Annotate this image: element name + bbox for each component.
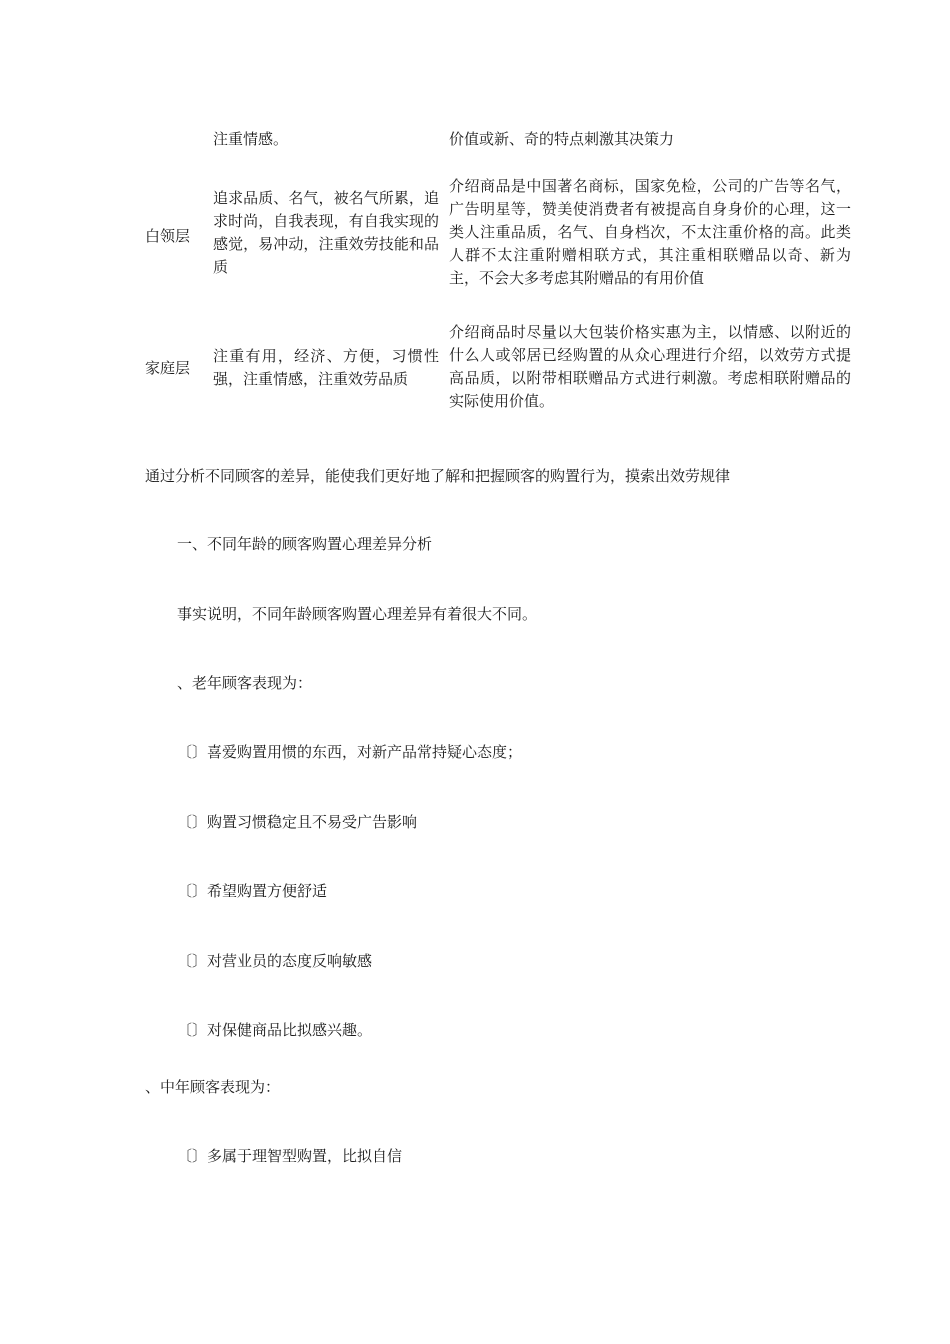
- table-row-1-trait: 追求品质、名气，被名气所累，追求时尚，自我表现，有自我实现的感觉，易冲动，注重效劳技能和品质: [213, 189, 439, 276]
- summary-paragraph: 通过分析不同顾客的差异，能使我们更好地了解和把握顾客的购置行为，摸索出效劳规律: [145, 467, 731, 485]
- list-item: 〔〕对营业员的态度反响敏感: [177, 952, 373, 970]
- list-item: 〔〕购置习惯稳定且不易受广告影响: [177, 813, 418, 831]
- table-row-1-strategy: 介绍商品是中国著名商标，国家免检，公司的广告等名气，广告明星等，赞美使消费者有被提高自身身价的心理，这一类人注重品质，名气、自身档次，不太注重价格的高。此类人群不太注重附赠相联方式，其注重相联赠品以奇、新为主，不会大多考虑其附赠品的有用价值: [449, 177, 851, 287]
- middle-aged-heading: 、中年顾客表现为：: [145, 1078, 281, 1096]
- table-row-1-group: 白领层: [145, 227, 191, 245]
- table-row-0-trait: 注重情感。: [213, 130, 289, 148]
- table-row-2-group: 家庭层: [145, 359, 191, 377]
- list-item: 〔〕对保健商品比拟感兴趣。: [177, 1021, 373, 1039]
- list-item: 〔〕希望购置方便舒适: [177, 882, 328, 900]
- table-row-2-strategy: 介绍商品时尽量以大包装价格实惠为主，以情感、以附近的什么人或邻居已经购置的从众心理进行介绍，以效劳方式提高品质，以附带相联赠品方式进行刺激。考虑相联附赠品的实际使用价值。: [449, 323, 851, 410]
- section-intro: 事实说明，不同年龄顾客购置心理差异有着很大不同。: [177, 605, 538, 623]
- elderly-heading: 、老年顾客表现为：: [177, 674, 313, 692]
- table-row-0-strategy: 价值或新、奇的特点刺激其决策力: [449, 130, 675, 148]
- section-heading: 一、不同年龄的顾客购置心理差异分析: [177, 535, 433, 553]
- list-item: 〔〕喜爱购置用惯的东西，对新产品常持疑心态度；: [177, 743, 523, 761]
- list-item: 〔〕多属于理智型购置，比拟自信: [177, 1147, 403, 1165]
- table-row-2-trait: 注重有用，经济、方便，习惯性强，注重情感，注重效劳品质: [213, 347, 439, 388]
